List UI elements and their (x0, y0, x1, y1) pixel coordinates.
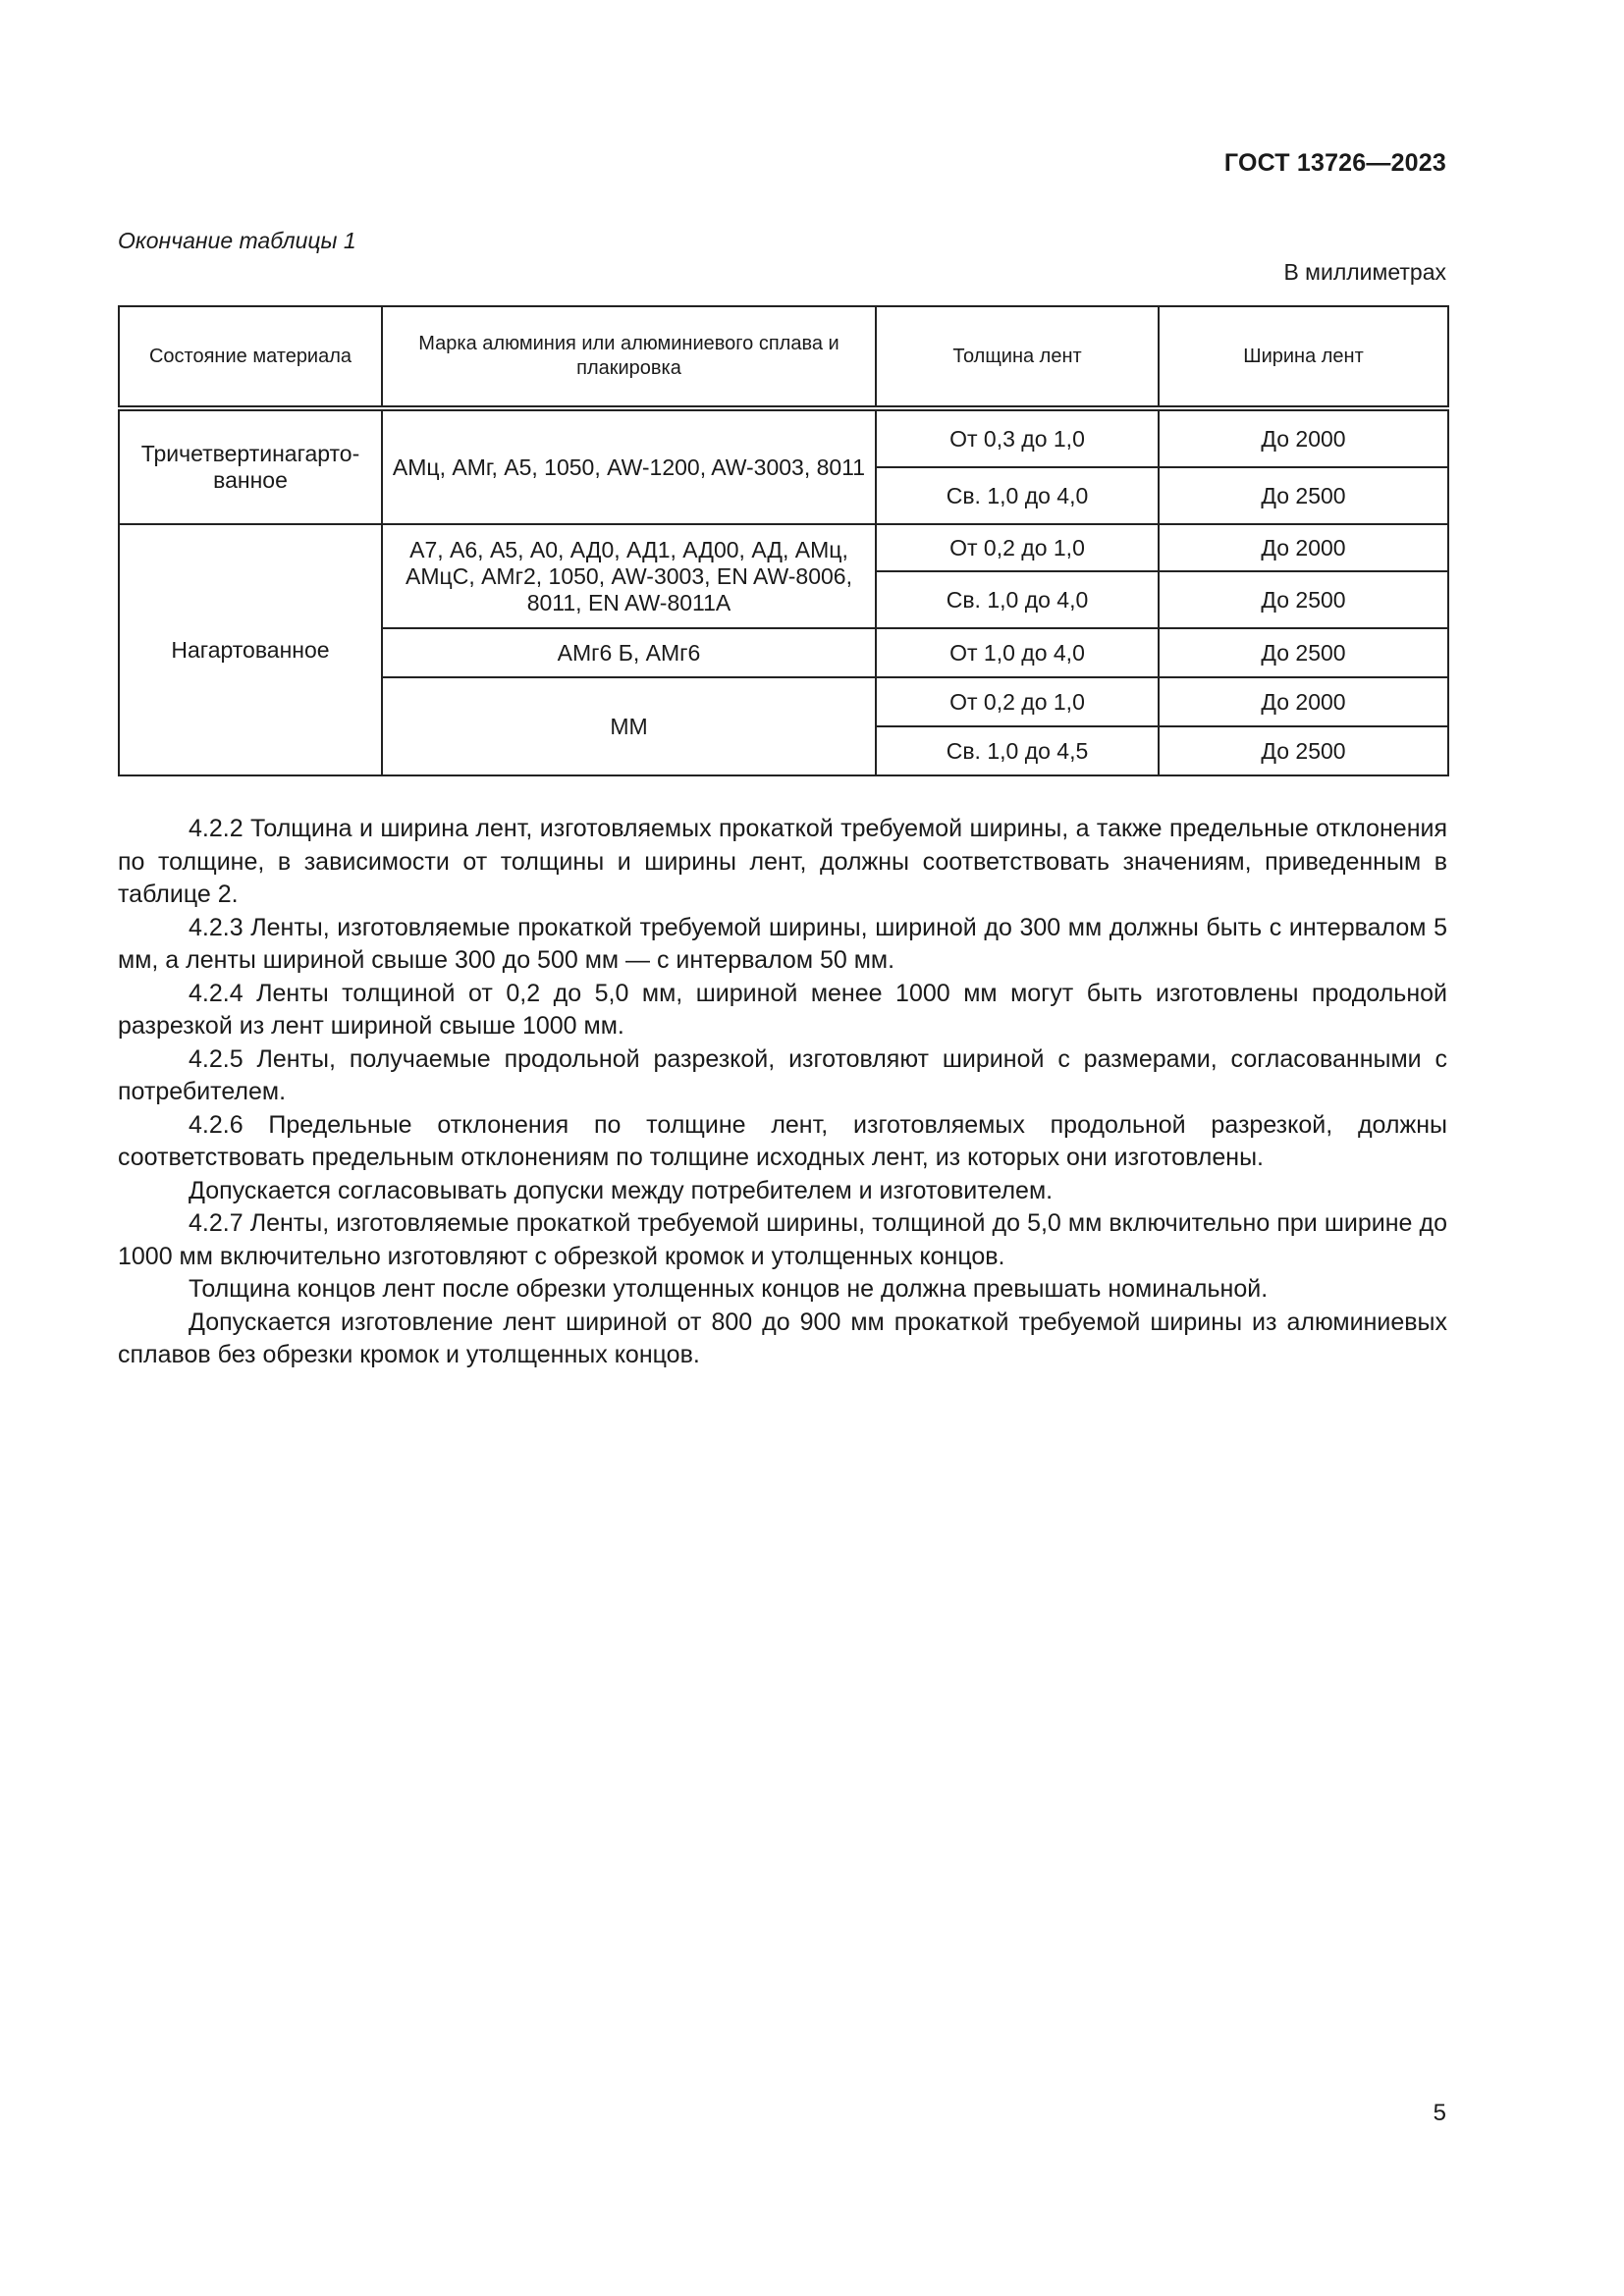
paragraph-4-2-3: 4.2.3 Ленты, изготовляемые прокаткой требуемой ширины, шириной до 300 мм должны быть с интервалом 5 мм, а ленты шириной свыше 300 до 500 мм — с интервалом 50 мм. (118, 913, 1447, 974)
grade-cell: ММ (382, 677, 876, 775)
width-cell: До 2500 (1159, 467, 1448, 524)
width-cell: До 2000 (1159, 408, 1448, 467)
grade-cell: АМц, АМг, А5, 1050, AW-1200, AW-3003, 8011 (382, 408, 876, 524)
dimensions-table (118, 305, 1449, 776)
body-text (118, 813, 1447, 1372)
state-cell: Нагартованное (119, 524, 382, 775)
thickness-cell: От 0,2 до 1,0 (876, 677, 1159, 726)
column-header-grade: Марка алюминия или алюминиевого сплава и плакировка (382, 306, 876, 408)
document-code: ГОСТ 13726—2023 (1223, 149, 1446, 177)
table-row (119, 524, 1448, 571)
thickness-cell: От 0,3 до 1,0 (876, 408, 1159, 467)
thickness-cell: Св. 1,0 до 4,0 (876, 467, 1159, 524)
paragraph-width-exception: Допускается изготовление лент шириной от 800 до 900 мм прокаткой требуемой ширины из алюминиевых сплавов без обрезки кромок и утолщенных концов. (118, 1308, 1447, 1368)
table-row (119, 408, 1448, 467)
thickness-cell: От 1,0 до 4,0 (876, 628, 1159, 677)
paragraph-4-2-6: 4.2.6 Предельные отклонения по толщине лент, изготовляемых продольной разрезкой, должны соответствовать предельным отклонениям по толщине исходных лент, из которых они изготовлены. (118, 1110, 1447, 1171)
column-header-state: Состояние материала (119, 306, 382, 408)
paragraph-4-2-7: 4.2.7 Ленты, изготовляемые прокаткой требуемой ширины, толщиной до 5,0 мм включительно при ширине до 1000 мм включительно изготовляют с обрезкой кромок и утолщенных концов. (118, 1209, 1447, 1270)
grade-cell: АМг6 Б, АМг6 (382, 628, 876, 677)
page-number: 5 (1433, 2100, 1446, 2126)
width-cell: До 2000 (1159, 677, 1448, 726)
width-cell: До 2500 (1159, 628, 1448, 677)
grade-cell: А7, А6, А5, А0, АД0, АД1, АД00, АД, АМц, АМцС, АМг2, 1050, AW-3003, EN AW-8006, 8011, EN AW-8011A (382, 524, 876, 628)
state-cell: Тричетвертинагарто-ванное (119, 408, 382, 524)
thickness-cell: Св. 1,0 до 4,5 (876, 726, 1159, 775)
table-caption: Окончание таблицы 1 (118, 228, 356, 253)
width-cell: До 2000 (1159, 524, 1448, 571)
paragraph-4-2-4: 4.2.4 Ленты толщиной от 0,2 до 5,0 мм, шириной менее 1000 мм могут быть изготовлены продольной разрезкой из лент шириной свыше 1000 мм. (118, 979, 1447, 1040)
table-units: В миллиметрах (1283, 259, 1446, 285)
paragraph-4-2-2: 4.2.2 Толщина и ширина лент, изготовляемых прокаткой требуемой ширины, а также предельные отклонения по толщине, в зависимости от толщины и ширины лент, должны соответствовать значениям, приведенным в таблице 2. (118, 815, 1447, 908)
thickness-cell: От 0,2 до 1,0 (876, 524, 1159, 571)
width-cell: До 2500 (1159, 571, 1448, 628)
thickness-cell: Св. 1,0 до 4,0 (876, 571, 1159, 628)
paragraph-tolerances: Допускается согласовывать допуски между потребителем и изготовителем. (189, 1176, 1054, 1204)
column-header-width: Ширина лент (1159, 306, 1448, 408)
paragraph-4-2-5: 4.2.5 Ленты, получаемые продольной разрезкой, изготовляют шириной с размерами, согласованными с потребителем. (118, 1044, 1447, 1105)
table-header-row (119, 306, 1448, 408)
width-cell: До 2500 (1159, 726, 1448, 775)
paragraph-end-thickness: Толщина концов лент после обрезки утолщенных концов не должна превышать номинальной. (189, 1275, 1269, 1303)
column-header-thickness: Толщина лент (876, 306, 1159, 408)
